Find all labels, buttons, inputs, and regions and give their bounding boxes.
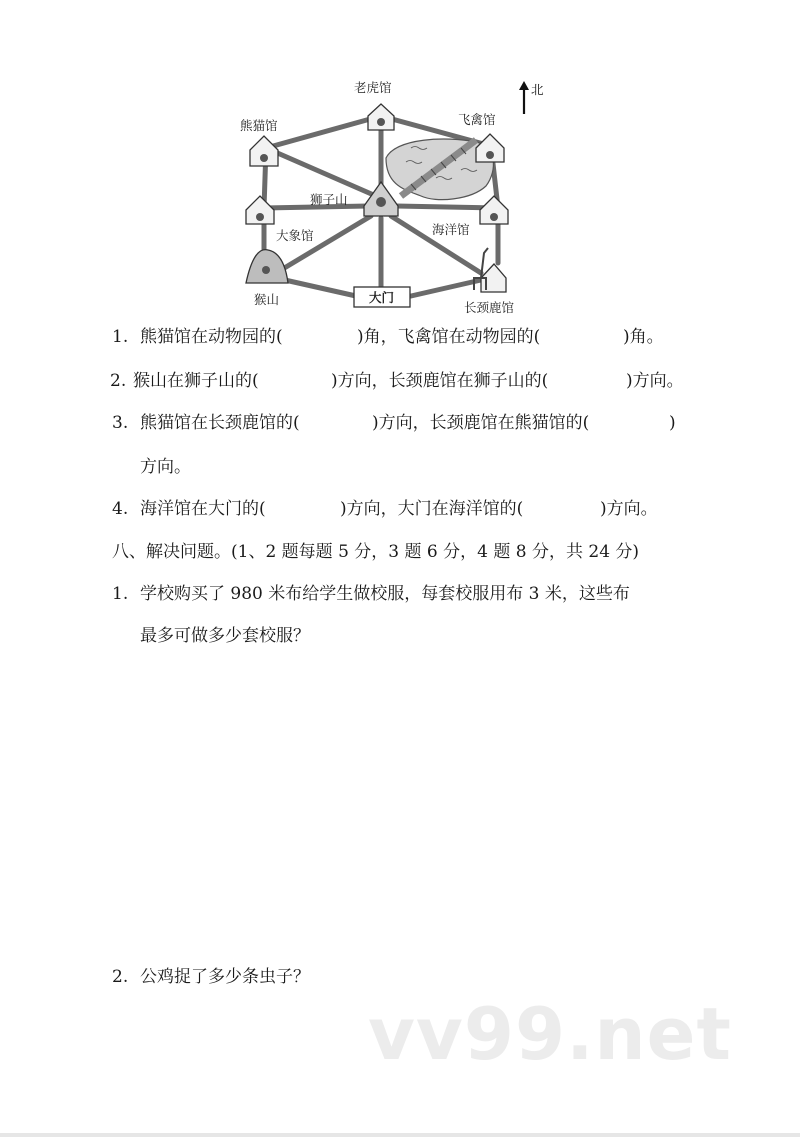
page-bottom-edge	[0, 1133, 800, 1137]
question-number: 1.	[112, 584, 129, 604]
question-number: 3.	[112, 413, 129, 433]
label-panda: 熊猫馆	[240, 118, 278, 133]
label-giraffe: 长颈鹿馆	[464, 300, 515, 315]
question-number: 4.	[112, 499, 129, 519]
question-text: 猴山在狮子山的(	[133, 371, 259, 391]
question-text: 公鸡捉了多少条虫子？	[140, 967, 310, 987]
bird-icon	[486, 151, 494, 159]
panda-icon	[260, 154, 268, 162]
watermark: vv99.net	[368, 992, 732, 1076]
lion-icon	[376, 197, 386, 207]
north-label: 北	[531, 82, 544, 97]
question-text: 学校购买了 980 米布给学生做校服，每套校服用布 3 米，这些布	[140, 584, 630, 604]
north-arrow	[518, 80, 548, 116]
question-text: )	[669, 413, 676, 433]
question-text: )方向。	[626, 371, 684, 391]
question-text: )方向，长颈鹿馆在狮子山的(	[331, 371, 549, 391]
question-text: )角，飞禽馆在动物园的(	[357, 327, 541, 347]
question-number: 2.	[112, 967, 129, 987]
question-number: 1.	[112, 327, 129, 347]
north-arrow-icon	[518, 80, 548, 116]
question-text: )方向。	[600, 499, 658, 519]
question-text: 方向。	[140, 457, 191, 477]
label-gate: 大门	[369, 290, 395, 305]
fish-icon	[490, 213, 498, 221]
label-elephant: 大象馆	[276, 228, 314, 243]
question-text: )方向，大门在海洋馆的(	[340, 499, 524, 519]
label-monkey: 猴山	[254, 292, 280, 307]
label-ocean: 海洋馆	[432, 222, 470, 237]
question-text: )角。	[623, 327, 664, 347]
zoo-map-svg	[236, 78, 554, 318]
question-text: 熊猫馆在动物园的(	[140, 327, 283, 347]
monkey-icon	[262, 266, 270, 274]
question-text: 最多可做多少套校服？	[140, 626, 310, 646]
question-text: )方向，长颈鹿馆在熊猫馆的(	[372, 413, 590, 433]
label-tiger: 老虎馆	[354, 80, 392, 95]
question-number: 2.	[110, 371, 127, 391]
elephant-icon	[256, 213, 264, 221]
label-lion: 狮子山	[310, 192, 348, 207]
section-heading: 八、解决问题。(1、2 题每题 5 分，3 题 6 分，4 题 8 分，共 24 分)	[112, 542, 640, 562]
question-text: 海洋馆在大门的(	[140, 499, 266, 519]
label-bird: 飞禽馆	[458, 112, 496, 127]
tiger-icon	[377, 118, 385, 126]
question-text: 熊猫馆在长颈鹿馆的(	[140, 413, 300, 433]
zoo-map	[236, 78, 554, 318]
